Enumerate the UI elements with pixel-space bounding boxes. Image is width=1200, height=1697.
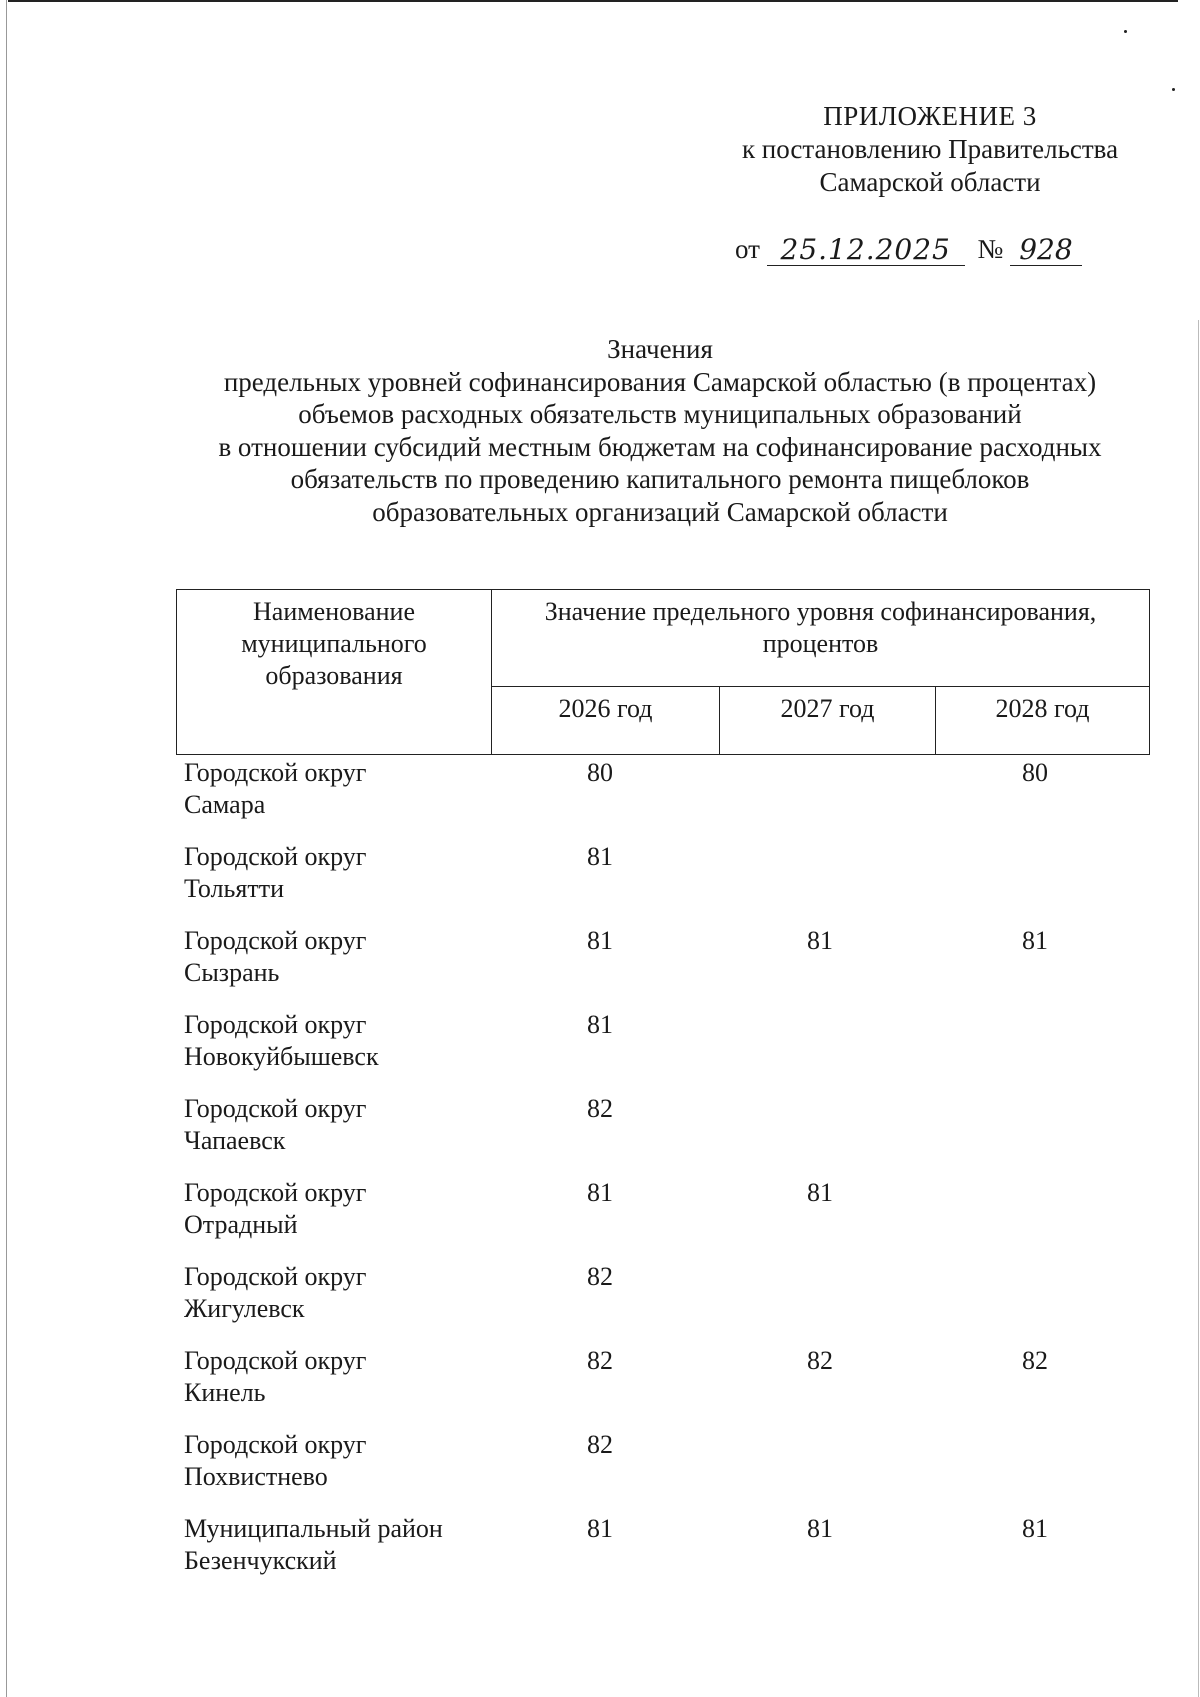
municipality-type: Муниципальный район — [184, 1514, 443, 1543]
municipality-title: Кинель — [184, 1378, 266, 1407]
appendix-line-1: к постановлению Правительства — [741, 134, 1119, 164]
scan-speck — [1172, 88, 1175, 91]
table-header — [176, 589, 1150, 755]
municipality-title: Похвистнево — [184, 1462, 328, 1491]
appendix-line-2: Самарской области — [819, 167, 1041, 197]
scan-edge-left — [6, 0, 7, 1697]
value-2027: 81 — [807, 1178, 833, 1207]
municipality-name — [184, 1177, 484, 1241]
table-row — [180, 925, 1150, 1009]
municipality-type: Городской округ — [184, 842, 367, 871]
appendix-title: ПРИЛОЖЕНИЕ 3 — [823, 101, 1037, 131]
value-2028: 81 — [1022, 926, 1048, 955]
table-row — [180, 1093, 1150, 1177]
municipality-name — [184, 757, 484, 821]
municipality-title: Самара — [184, 790, 266, 819]
municipality-title: Чапаевск — [184, 1126, 286, 1155]
heading-line-6: образовательных организаций Самарской области — [372, 496, 948, 527]
heading-line-2: предельных уровней софинансирования Самарской областью (в процентах) — [223, 366, 1097, 397]
scan-edge-right — [1198, 320, 1199, 1697]
table-row — [180, 1345, 1150, 1429]
scan-speck — [1124, 30, 1127, 33]
heading-line-1: Значения — [607, 334, 713, 364]
value-2026: 80 — [587, 758, 613, 787]
column-header-value: Значение предельного уровня софинансирования, процентов — [492, 590, 1150, 687]
value-2027: 81 — [807, 1514, 833, 1543]
table-row — [180, 1009, 1150, 1093]
value-2027: 81 — [807, 926, 833, 955]
municipality-type: Городской округ — [184, 1430, 367, 1459]
value-2026: 82 — [587, 1430, 613, 1459]
value-2026: 81 — [587, 1010, 613, 1039]
heading-line-5: обязательств по проведению капитального ремонта пищеблоков — [290, 464, 1030, 494]
municipality-name — [184, 925, 484, 989]
value-2026: 81 — [587, 842, 613, 871]
decree-line — [735, 232, 1115, 266]
municipality-name — [184, 1513, 484, 1577]
column-header-2027: 2027 год — [720, 687, 936, 755]
municipality-type: Городской округ — [184, 758, 367, 787]
municipality-title: Отрадный — [184, 1210, 298, 1239]
municipality-type: Городской округ — [184, 1262, 367, 1291]
municipality-name — [184, 1261, 484, 1325]
heading-line-3: объемов расходных обязательств муниципальных образований — [298, 399, 1022, 429]
value-2026: 82 — [587, 1346, 613, 1375]
municipality-title: Тольятти — [184, 874, 285, 903]
column-header-2028: 2028 год — [936, 687, 1150, 755]
value-2026: 81 — [587, 926, 613, 955]
municipality-name — [184, 1009, 484, 1073]
scan-edge-top — [8, 0, 1178, 2]
municipality-title: Безенчукский — [184, 1546, 337, 1575]
municipality-type: Городской округ — [184, 1346, 367, 1375]
table-row — [180, 841, 1150, 925]
table-body — [180, 757, 1150, 1597]
value-2026: 82 — [587, 1262, 613, 1291]
table-row — [180, 1429, 1150, 1513]
table-row — [180, 1513, 1150, 1597]
appendix-block — [700, 100, 1160, 199]
value-2026: 82 — [587, 1094, 613, 1123]
column-header-2026: 2026 год — [492, 687, 720, 755]
municipality-name — [184, 1093, 484, 1157]
decree-number: 928 — [1010, 235, 1082, 266]
decree-from-label: от — [735, 234, 760, 264]
municipality-name — [184, 1345, 484, 1409]
table-row — [180, 1177, 1150, 1261]
municipality-type: Городской округ — [184, 1094, 367, 1123]
municipality-title: Новокуйбышевск — [184, 1042, 379, 1071]
municipality-type: Городской округ — [184, 1010, 367, 1039]
municipality-name — [184, 1429, 484, 1493]
municipality-title: Сызрань — [184, 958, 280, 987]
municipality-title: Жигулевск — [184, 1294, 305, 1323]
decree-date: 25.12.2025 — [767, 235, 965, 266]
municipality-type: Городской округ — [184, 926, 367, 955]
table-row — [180, 1261, 1150, 1345]
value-2027: 82 — [807, 1346, 833, 1375]
municipality-type: Городской округ — [184, 1178, 367, 1207]
document-heading — [180, 333, 1140, 528]
table-row — [180, 757, 1150, 841]
value-2028: 80 — [1022, 758, 1048, 787]
value-2026: 81 — [587, 1514, 613, 1543]
municipality-name — [184, 841, 484, 905]
value-2028: 81 — [1022, 1514, 1048, 1543]
value-2026: 81 — [587, 1178, 613, 1207]
decree-number-label: № — [977, 234, 1004, 264]
heading-line-4: в отношении субсидий местным бюджетам на софинансирование расходных — [218, 431, 1102, 462]
column-header-name: Наименование муниципального образования — [177, 590, 492, 755]
value-2028: 82 — [1022, 1346, 1048, 1375]
